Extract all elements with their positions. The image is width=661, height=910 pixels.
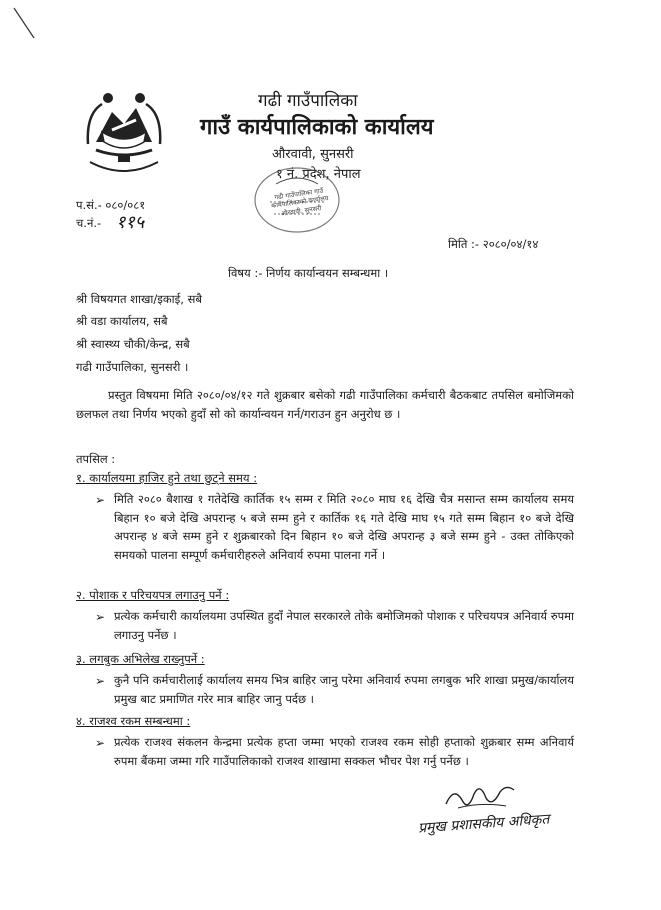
office-name: गाउँ कार्यपालिकाको कार्यालय <box>200 115 434 140</box>
arrow-bullet-icon: ➢ <box>95 674 106 688</box>
arrow-bullet-icon: ➢ <box>95 493 106 507</box>
office-location: औरवावी, सुनसरी <box>272 147 354 162</box>
intro-paragraph: प्रस्तुत विषयमा मिति २०८०/०४/१२ गते शुक्रबार बसेको गढी गाउँपालिका कर्मचारी बैठकबाट तपसिल बमोजिमको छलफल तथा निर्णय भएको हुदाँ सो को कार्यान्वयन गर्न/गराउन हुन अनुरोध छ । <box>76 388 574 421</box>
signatory-title: प्रमुख प्रशासकीय अधिकृत <box>417 811 550 837</box>
recipient-4: गढी गाउँपालिका, सुनसरी । <box>76 360 189 374</box>
arrow-bullet-icon: ➢ <box>95 610 106 624</box>
subject-line: विषय :- निर्णय कार्यान्वयन सम्बन्धमा । <box>228 266 389 280</box>
ref-number: प.सं.- ०८०/०८१ <box>76 198 146 212</box>
section-2-text: प्रत्येक कर्मचारी कार्यालयमा उपस्थित हुदाँ नेपाल सरकारले तोके बमोजिमको पोशाक र परिचयपत्र अनिवार्य रुपमा लगाउनु पर्नेछ । <box>114 609 574 642</box>
section-1-heading: १. कार्यालयमा हाजिर हुने तथा छुट्ने समय : <box>76 471 258 485</box>
office-province: १ नं. प्रदेश, नेपाल <box>276 167 361 182</box>
recipient-3: श्री स्वास्थ्य चौकी/केन्द्र, सबै <box>76 337 190 351</box>
section-2-heading: २. पोशाक र परिचयपत्र लगाउनु पर्ने : <box>76 588 230 602</box>
arrow-bullet-icon: ➢ <box>95 736 106 750</box>
stamp-text: गढी गाउँपालिका गाउँ कार्यपालिकाको कार्यालय औरवावी, सुनसरी <box>270 186 330 218</box>
emblem-logo <box>82 84 166 176</box>
municipality-name: गढी गाउँपालिका <box>258 91 358 111</box>
dispatch-number: ११५ <box>116 212 145 233</box>
section-1-text: मिति २०८० बैशाख १ गतेदेखि कार्तिक १५ सम्म र मिति २०८० माघ १६ देखि चैत्र मसान्त सम्म कार्यालय समय बिहान १० बजे देखि अपरान्ह ५ बजे सम्म हुने र कार्तिक १६ गते देखि माघ १५ गते सम्म बिहान १० बजे देखि अपरान्ह ४ बजे सम्म हुने र शुक्रबारको दिन बिहान १० बजे देखि अपरान्ह ३ बजे सम्म हुने - उक्त तोकिएको समयको पालना सम्पूर्ण कर्मचारीहरुले अनिवार्य रुपमा पालना गर्ने । <box>114 492 574 562</box>
signature-scribble <box>440 780 520 816</box>
section-4-text: प्रत्येक राजश्व संकलन केन्द्रमा प्रत्येक हप्ता जम्मा भएको राजश्व रकम सोही हप्ताको शुक्रबार सम्म अनिवार्य रुपमा बैंकमा जम्मा गरि गाउँपालिकाको राजश्व शाखामा सक्कल भौचर पेश गर्नु पर्नेछ । <box>114 735 574 768</box>
recipient-2: श्री वडा कार्यालय, सबै <box>76 314 168 328</box>
letter-date: मिति :- २०८०/०४/१४ <box>448 237 539 251</box>
section-3-heading: ३. लगबुक अभिलेख राख्नुपर्ने : <box>76 652 205 666</box>
tapasil-label: तपसिल : <box>76 452 116 466</box>
dispatch-label: च.नं.- <box>76 216 102 230</box>
recipient-1: श्री विषयगत शाखा/इकाई, सबै <box>76 292 202 306</box>
section-3-text: कुनै पनि कर्मचारीलाई कार्यालय समय भित्र बाहिर जानु परेमा अनिवार्य रुपमा लगबुक भरि शाखा प्रमुख/कार्यालय प्रमुख बाट प्रमाणित गरेर मात्र बाहिर जानु पर्दछ । <box>114 673 574 706</box>
section-4-heading: ४. राजश्व रकम सम्बन्धमा : <box>76 714 191 728</box>
pen-mark <box>0 0 60 50</box>
